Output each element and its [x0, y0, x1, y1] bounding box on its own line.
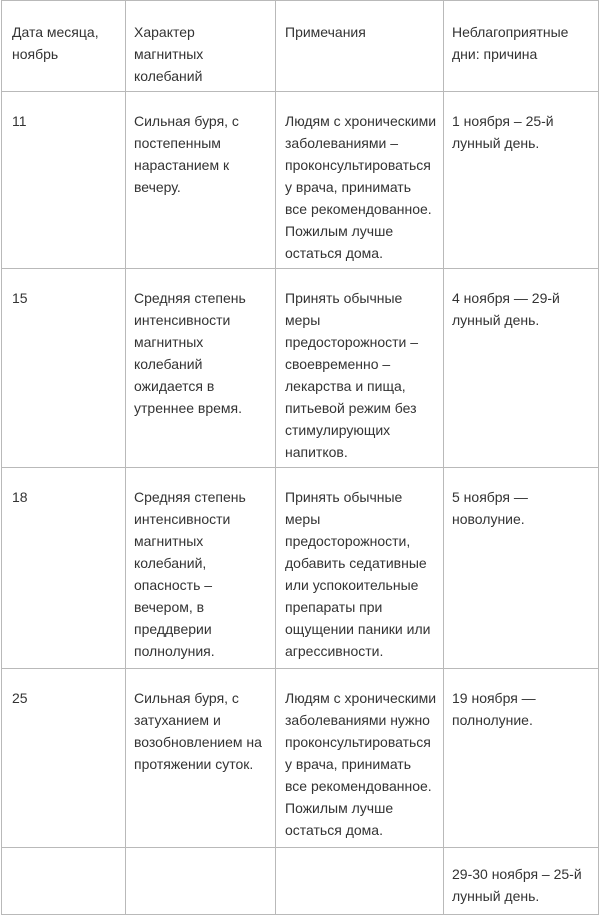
- character-cell: [126, 269, 276, 468]
- character-value: [126, 848, 275, 863]
- date-cell: [2, 848, 126, 915]
- table-row: [2, 468, 599, 669]
- notes-cell: [276, 92, 444, 269]
- unfavorable-value: 4 ноября — 29-й лунный день.: [452, 290, 560, 328]
- date-value: 15: [12, 290, 28, 306]
- header-character: Характер магнитных колебаний: [134, 24, 204, 84]
- notes-value: Людям с хроническими заболеваниями нужно проконсультироваться у врача, принимать все рекомендованное. Пожилым лучше остаться дома.: [285, 690, 437, 838]
- character-value: Сильная буря, с затуханием и возобновлением на протяжении суток.: [134, 690, 262, 772]
- date-cell: [2, 92, 126, 269]
- notes-value: [276, 848, 443, 863]
- notes-cell: [276, 669, 444, 848]
- magnetic-storms-table: [1, 0, 599, 915]
- unfavorable-value: 29-30 ноября – 25-й лунный день.: [452, 866, 582, 904]
- header-unfavorable: Неблагоприятные дни: причина: [452, 24, 569, 62]
- header-unfavorable-cell: [444, 1, 599, 92]
- header-notes-cell: [276, 1, 444, 92]
- table-row: [2, 269, 599, 468]
- unfavorable-value: 19 ноября — полнолуние.: [452, 690, 536, 728]
- table-row: [2, 848, 599, 915]
- table-row: [2, 669, 599, 848]
- date-value: 25: [12, 690, 28, 706]
- header-date-cell: [2, 1, 126, 92]
- table-row: [2, 92, 599, 269]
- date-value: 11: [12, 113, 27, 129]
- notes-value: Принять обычные меры предосторожности, добавить седативные или успокоительные препараты при ощущении паники или агрессивности.: [285, 489, 431, 659]
- date-cell: [2, 269, 126, 468]
- notes-cell: [276, 848, 444, 915]
- date-cell: [2, 669, 126, 848]
- date-value: 18: [12, 489, 28, 505]
- notes-value: Людям с хроническими заболеваниями – проконсультироваться у врача, принимать все рекомендованное. Пожилым лучше остаться дома.: [285, 113, 437, 261]
- date-value: [2, 848, 125, 863]
- character-value: Средняя степень интенсивности магнитных колебаний ожидается в утреннее время.: [134, 290, 246, 416]
- unfavorable-cell: [444, 92, 599, 269]
- table-header-row: [2, 1, 599, 92]
- character-cell: [126, 669, 276, 848]
- header-date: Дата месяца, ноябрь: [12, 24, 99, 62]
- unfavorable-cell: [444, 269, 599, 468]
- unfavorable-value: 1 ноября – 25-й лунный день.: [452, 113, 554, 151]
- header-character-cell: [126, 1, 276, 92]
- character-value: Средняя степень интенсивности магнитных колебаний, опасность – вечером, в преддверии полнолуния.: [134, 489, 246, 659]
- character-cell: [126, 848, 276, 915]
- header-notes: Примечания: [285, 24, 366, 40]
- unfavorable-cell: [444, 669, 599, 848]
- notes-value: Принять обычные меры предосторожности – своевременно – лекарства и пища, питьевой режим без стимулирующих напитков.: [285, 290, 419, 460]
- date-cell: [2, 468, 126, 669]
- character-cell: [126, 468, 276, 669]
- unfavorable-value: 5 ноября — новолуние.: [452, 489, 528, 527]
- unfavorable-cell: [444, 468, 599, 669]
- notes-cell: [276, 269, 444, 468]
- notes-cell: [276, 468, 444, 669]
- character-value: Сильная буря, с постепенным нарастанием к вечеру.: [134, 113, 239, 195]
- character-cell: [126, 92, 276, 269]
- unfavorable-cell: [444, 848, 599, 915]
